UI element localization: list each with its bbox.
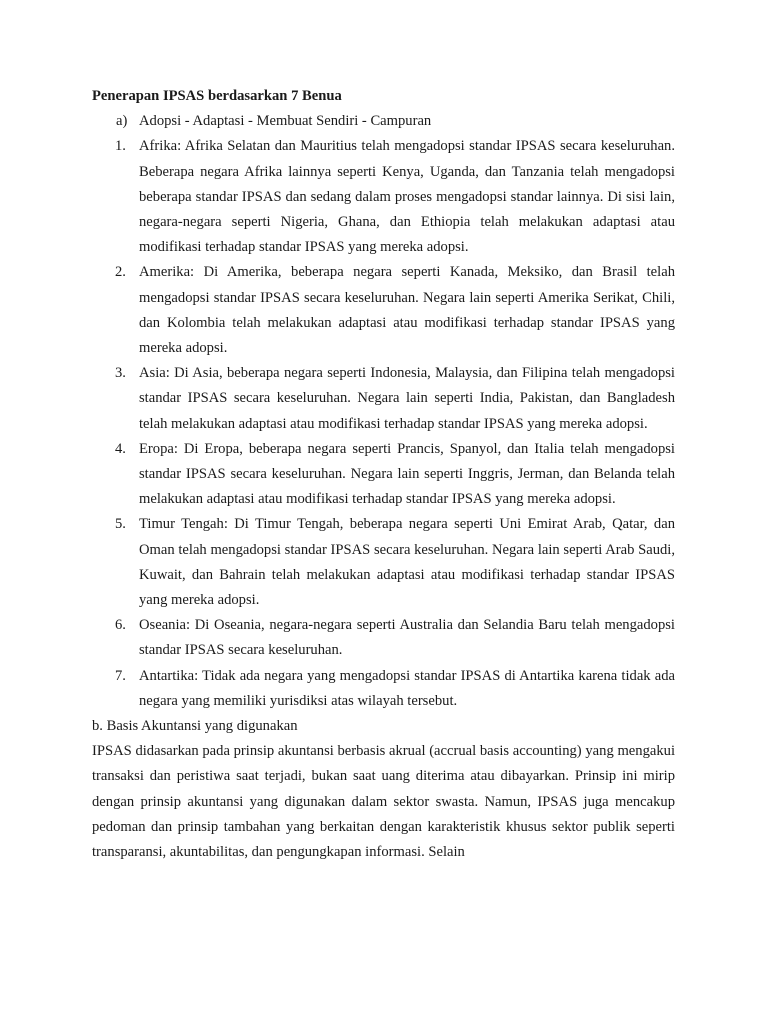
list-item-number: 1. <box>115 138 126 155</box>
section-b-paragraph: IPSAS didasarkan pada prinsip akuntansi berbasis akrual (accrual basis accounting) yang mengakui transaksi dan peristiwa saat terjadi, bukan saat uang diterima atau dibayarkan. Prinsip ini mirip dengan prinsip akuntansi yang digunakan dalam sektor swasta. Namun, IPSAS juga mencakup pedoman dan prinsip tambahan yang berkaitan dengan karakteristik khusus sektor publik seperti transparansi, akuntabilitas, dan pengungkapan informasi. Selain <box>92 743 675 861</box>
list-item-number: 4. <box>115 440 126 457</box>
section-b-heading: b. Basis Akuntansi yang digunakan <box>92 718 298 735</box>
continent-list <box>92 134 675 714</box>
list-item <box>92 134 675 260</box>
list-item <box>92 613 675 663</box>
section-a-marker: a) <box>116 113 128 130</box>
list-item-number: 6. <box>115 617 126 634</box>
list-item <box>92 260 675 361</box>
list-item <box>92 664 675 714</box>
document-title: Penerapan IPSAS berdasarkan 7 Benua <box>92 88 342 104</box>
list-item <box>92 437 675 513</box>
list-item <box>92 512 675 613</box>
list-item-number: 7. <box>115 667 126 684</box>
list-item <box>92 361 675 437</box>
list-item-text: Asia: Di Asia, beberapa negara seperti Indonesia, Malaysia, dan Filipina telah mengadopsi standar IPSAS secara keseluruhan. Negara lain seperti India, Pakistan, dan Bangladesh telah melakukan adaptasi atau modifikasi terhadap standar IPSAS yang mereka adopsi. <box>139 365 675 432</box>
list-item-text: Eropa: Di Eropa, beberapa negara seperti Prancis, Spanyol, dan Italia telah mengadopsi standar IPSAS secara keseluruhan. Negara lain seperti Inggris, Jerman, dan Belanda telah melakukan adaptasi atau modifikasi terhadap standar IPSAS yang mereka adopsi. <box>139 440 675 508</box>
list-item-text: Amerika: Di Amerika, beberapa negara seperti Kanada, Meksiko, dan Brasil telah mengadopsi standar IPSAS secara keseluruhan. Negara lain seperti Amerika Serikat, Chili, dan Kolombia telah melakukan adaptasi atau modifikasi terhadap standar IPSAS yang mereka adopsi. <box>139 264 675 357</box>
section-a-text: Adopsi - Adaptasi - Membuat Sendiri - Campuran <box>139 113 432 130</box>
document-body <box>92 84 675 865</box>
list-item-text: Antartika: Tidak ada negara yang mengadopsi standar IPSAS di Antartika karena tidak ada negara yang memiliki yurisdiksi atas wilayah tersebut. <box>139 667 675 709</box>
list-item-number: 2. <box>115 264 126 281</box>
list-item-text: Afrika: Afrika Selatan dan Mauritius telah mengadopsi standar IPSAS secara keseluruhan. Beberapa negara Afrika lainnya seperti Kenya, Uganda, dan Tanzania telah mengadopsi beberapa standar IPSAS dan sedang dalam proses mengadopsi standar lainnya. Di sisi lain, negara-negara seperti Nigeria, Ghana, dan Ethiopia telah melakukan adaptasi atau modifikasi terhadap standar IPSAS yang mereka adopsi. <box>139 138 675 256</box>
list-item-number: 3. <box>115 365 126 382</box>
list-item-text: Timur Tengah: Di Timur Tengah, beberapa negara seperti Uni Emirat Arab, Qatar, dan Oman telah mengadopsi standar IPSAS secara keseluruhan. Negara lain seperti Arab Saudi, Kuwait, dan Bahrain telah melakukan adaptasi atau modifikasi terhadap standar IPSAS yang mereka adopsi. <box>139 516 675 609</box>
list-item-number: 5. <box>115 516 126 533</box>
section-a-line <box>92 109 675 134</box>
list-item-text: Oseania: Di Oseania, negara-negara seperti Australia dan Selandia Baru telah mengadopsi standar IPSAS secara keseluruhan. <box>139 617 675 659</box>
